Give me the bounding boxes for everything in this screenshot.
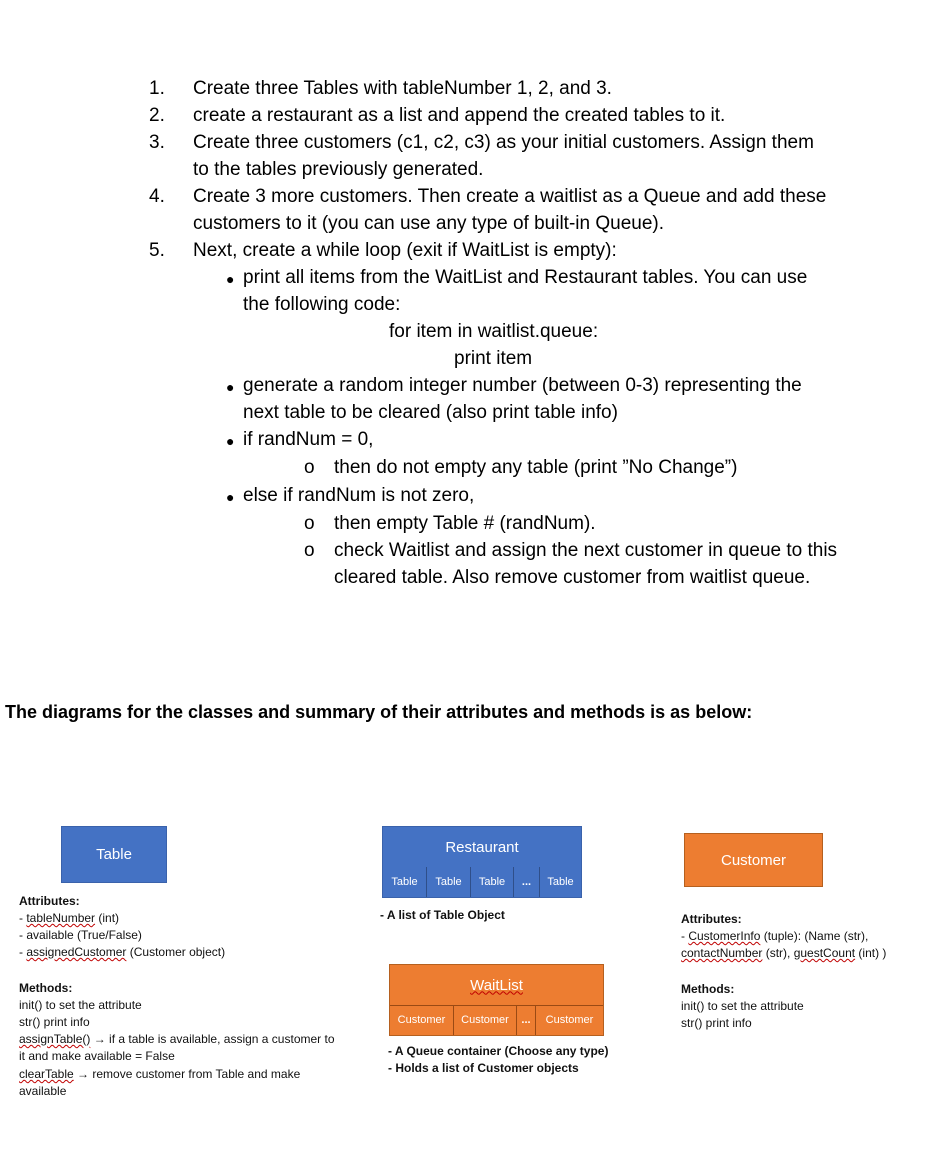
waitlist-description: - Holds a list of Customer objects	[388, 1061, 579, 1075]
ellipsis-cell: ...	[514, 867, 540, 897]
step-number: 3.	[149, 132, 165, 153]
table-cell: Table	[471, 867, 514, 897]
bullet-icon: ●	[226, 271, 235, 287]
attributes-label: Attributes:	[19, 894, 80, 908]
attributes-label: Attributes:	[681, 912, 742, 926]
sub-bullet-icon: o	[304, 457, 315, 478]
step-number: 1.	[149, 78, 165, 99]
customer-cell: Customer	[390, 1005, 454, 1035]
waitlist-cells	[390, 1005, 603, 1035]
method-line: clearTable → remove customer from Table and make	[19, 1067, 301, 1081]
table-class-box: Table	[61, 826, 167, 883]
bullet-icon: ●	[226, 489, 235, 505]
attribute-line: - assignedCustomer (Customer object)	[19, 945, 226, 959]
method-line: str() print info	[681, 1016, 752, 1030]
bullet-icon: ●	[226, 379, 235, 395]
attribute-line: - CustomerInfo (tuple): (Name (str),	[681, 929, 869, 943]
attribute-line: contactNumber (str), guestCount (int) )	[681, 946, 887, 960]
step-number: 4.	[149, 186, 165, 207]
sub-bullet-text: cleared table. Also remove customer from waitlist queue.	[334, 567, 811, 588]
table-cell: Table	[383, 867, 427, 897]
customer-cell: Customer	[454, 1005, 517, 1035]
method-line: str() print info	[19, 1015, 90, 1029]
table-cell: Table	[427, 867, 471, 897]
code-line: print item	[454, 348, 533, 369]
bullet-icon: ●	[226, 433, 235, 449]
customer-cell: Customer	[545, 1014, 594, 1026]
waitlist-description: - A Queue container (Choose any type)	[388, 1044, 609, 1058]
sub-bullet-text: check Waitlist and assign the next customer in queue to this	[334, 540, 838, 561]
waitlist-title: WaitList	[390, 965, 603, 1006]
bullet-text: generate a random integer number (between 0-3) representing the	[243, 375, 802, 396]
restaurant-class-box	[382, 826, 582, 898]
step-text: customers to it (you can use any type of built-in Queue).	[193, 213, 665, 234]
step-text: Next, create a while loop (exit if WaitList is empty):	[193, 240, 617, 261]
method-line: assignTable() → if a table is available, assign a customer to	[19, 1032, 335, 1046]
sub-bullet-icon: o	[304, 540, 315, 561]
step-number: 2.	[149, 105, 165, 126]
attribute-line: - tableNumber (int)	[19, 911, 120, 925]
step-text: Create 3 more customers. Then create a waitlist as a Queue and add these	[193, 186, 827, 207]
sub-bullet-text: then do not empty any table (print ”No Change”)	[334, 457, 738, 478]
sub-bullet-text: then empty Table # (randNum).	[334, 513, 596, 534]
diagram-heading: The diagrams for the classes and summary of their attributes and methods is as below:	[5, 702, 753, 722]
method-line: init() to set the attribute	[19, 998, 142, 1012]
bullet-text: if randNum = 0,	[243, 429, 374, 450]
ellipsis-cell: ...	[517, 1005, 536, 1035]
method-line: available	[19, 1084, 67, 1098]
step-number: 5.	[149, 240, 165, 261]
step-text: Create three Tables with tableNumber 1, 2, and 3.	[193, 78, 612, 99]
step-text: Create three customers (c1, c2, c3) as your initial customers. Assign them	[193, 132, 814, 153]
bullet-text: print all items from the WaitList and Restaurant tables. You can use	[243, 267, 808, 288]
table-cell: Table	[547, 876, 574, 888]
step-text: create a restaurant as a list and append the created tables to it.	[193, 105, 726, 126]
waitlist-class-box	[389, 964, 604, 1036]
method-line: it and make available = False	[19, 1049, 175, 1063]
sub-bullet-icon: o	[304, 513, 315, 534]
attribute-line: - available (True/False)	[19, 928, 142, 942]
customer-class-box: Customer	[684, 833, 823, 887]
bullet-text: next table to be cleared (also print table info)	[243, 402, 618, 423]
method-line: init() to set the attribute	[681, 999, 804, 1013]
restaurant-title: Restaurant	[445, 838, 519, 856]
methods-label: Methods:	[681, 982, 735, 996]
restaurant-cells	[383, 867, 581, 897]
restaurant-description: - A list of Table Object	[380, 908, 505, 922]
bullet-text: the following code:	[243, 294, 401, 315]
bullet-text: else if randNum is not zero,	[243, 485, 475, 506]
code-line: for item in waitlist.queue:	[389, 321, 599, 342]
methods-label: Methods:	[19, 981, 73, 995]
step-text: to the tables previously generated.	[193, 159, 484, 180]
